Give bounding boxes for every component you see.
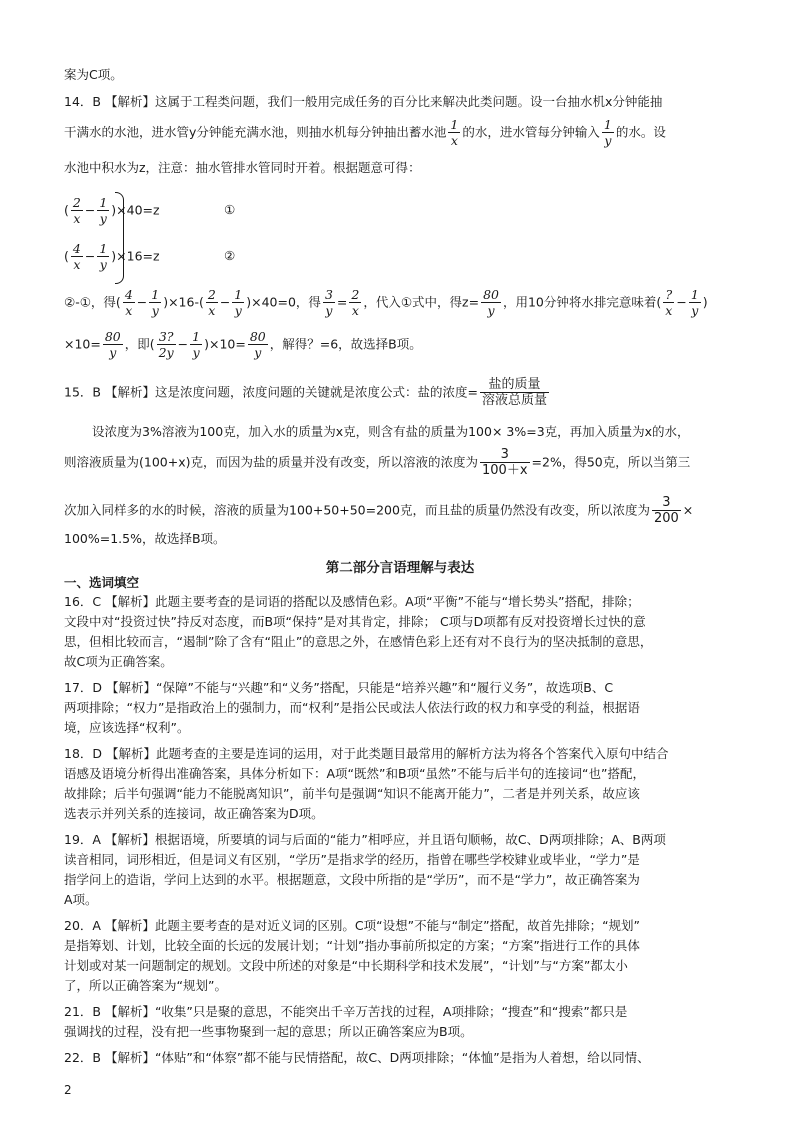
text-run: 的水，进水管每分钟输入	[462, 124, 600, 140]
q18-text-line: 语感及语境分析得出准确答案，具体分析如下：A项“既然”和B项“虽然”不能与后半句的连接词“也”搭配，	[64, 766, 645, 781]
q17-text-line: 境，应该选择“权利”。	[64, 720, 190, 735]
q16-text-line: 故C项为正确答案。	[64, 654, 173, 669]
q20-text-line: 20．A 【解析】此题主要考查的是对近义词的区别。C项“设想”不能与“制定”搭配，故首先排除；“规划”	[64, 918, 641, 933]
q14-math-line	[64, 114, 666, 150]
equation-tail: ×40=z	[116, 202, 160, 218]
fraction-80-y: $\frac{80}{y}$	[104, 329, 121, 360]
q19-text-line: 指学问上的造诣，学问上达到的水平。根据题意，文段中所指的是“学历”，而不是“学力”，故正确答案为	[64, 872, 640, 887]
fraction-4-x: $\frac{4}{x}$	[72, 241, 81, 272]
q19-text-line: 读音相同，词形相近，但是词义有区别，“学历”是指求学的经历，指曾在哪些学校肄业或毕业，“学力”是	[64, 852, 640, 867]
q17-text-line: 17．D 【解析】“保障”不能与“兴趣”和“义务”搭配，只能是“培养兴趣”和“履行义务”，故选项B、C	[64, 680, 614, 695]
equation-tail: ×16=z	[116, 248, 160, 264]
section-title: 第二部分言语理解与表达	[325, 560, 475, 576]
q14-derivation-line: ②-①，得( $\frac{4}{x}$ − $\frac{1}{y}$ )×16-( $\frac{2}{x}$ − $\frac{1}{y}$ )×40=0，得 $\frac{3}{y}$ = $\frac{2}{x}$ ，代入①式中，得z= $\frac{80}{y}$ ，用10分钟将水排完意味着( $\frac{?}{x}$ − $\frac{1}{y}$ )	[64, 287, 708, 318]
q18-text-line: 故排除；后半句强调“能力不能脱离知识”，前半句是强调“知识不能离开能力”，二者是并列关系，故应该	[64, 786, 640, 801]
equation-2-marker: ②	[224, 248, 236, 263]
q16-text-line: 思，但相比较而言，“遏制”除了含有“阻止”的意思之外，在感情色彩上还有对不良行为的坚决抵制的意思，	[64, 634, 653, 649]
fraction-1-y: $\frac{1}{y}$	[192, 329, 201, 360]
text-line: 案为C项。	[64, 67, 123, 82]
equation-1-marker: ①	[224, 202, 236, 217]
fraction-q-x: $\frac{?}{x}$	[665, 287, 673, 318]
q20-text-line: 了，所以正确答案为“规划”。	[64, 978, 227, 993]
fraction-1-x: $\frac{1}{x}$	[450, 117, 459, 148]
q15-concentration-line: 则溶液质量为(100+x)克，而因为盐的质量并没有改变，所以溶液的浓度为 $\frac{3}{100+x}$ =2%，得50克，所以当第三	[64, 447, 691, 478]
q20-text-line: 计划或对某一问题制定的规划。文段中所述的对象是“中长期科学和技术发展”，“计划”与“方案”都太小	[64, 958, 628, 973]
text-run: 的水。设	[615, 124, 666, 140]
fraction-salt-ratio: $\frac{\text{盐的质量}}{\text{溶液总质量}}$	[481, 377, 547, 408]
q14-solution-line: ×10= $\frac{80}{y}$ ，即( $\frac{3?}{2y}$ − $\frac{1}{y}$ )×10= $\frac{80}{y}$ ，解得？=6，故选择B项。	[64, 329, 422, 360]
q15-text-line: 设浓度为3%溶液为100克，加入水的质量为x克，则含有盐的质量为100× 3%=3克，再加入质量为x的水，	[92, 424, 690, 439]
fraction-3-y: $\frac{3}{y}$	[324, 287, 333, 318]
fraction-2-x: $\frac{2}{x}$	[207, 287, 216, 318]
q16-text-line: 文段中对“投资过快”持反对态度，而B项“保持”是对其肯定，排除； C项与D项都有反对投资增长过快的意	[64, 614, 646, 629]
equation-2: ( $\frac{4}{x}$ − $\frac{1}{y}$ )×16=z	[64, 241, 160, 272]
fraction-1-y: $\frac{1}{y}$	[690, 287, 699, 318]
q19-text-line: 19．A 【解析】根据语境，所要填的词与后面的“能力”相呼应，并且语句顺畅，故C、D两项排除；A、B两项	[64, 832, 666, 847]
q22-text-line: 22．B 【解析】“体贴”和“体察”都不能与民情搭配，故C、D两项排除；“体恤”是指为人着想，给以同情、	[64, 1050, 650, 1065]
fraction-1-y: $\frac{1}{y}$	[234, 287, 243, 318]
fraction-3q-2y: $\frac{3?}{2y}$	[158, 329, 174, 360]
equation-1: ( $\frac{2}{x}$ − $\frac{1}{y}$ )×40=z	[64, 195, 160, 226]
text-run: 干满水的水池，进水管y分钟能充满水池，则抽水机每分钟抽出蓄水池	[64, 124, 447, 140]
fraction-80-y: $\frac{80}{y}$	[483, 287, 499, 318]
q21-text-line: 21．B 【解析】“收集”只是聚的意思，不能突出千辛万苦找的过程，A项排除；“搜查”和“搜索”都只是	[64, 1004, 628, 1019]
page-number: 2	[64, 1083, 72, 1097]
q16-text-line: 16．C 【解析】此题主要考查的是词语的搭配以及感情色彩。A项“平衡”不能与“增长势头”搭配，排除；	[64, 594, 640, 609]
fraction-80-y: $\frac{80}{y}$	[249, 329, 266, 360]
system-brace	[115, 192, 124, 284]
fraction-3-200: $\frac{3}{200}$	[653, 495, 679, 526]
q21-text-line: 强调找的过程，没有把一些事物聚到一起的意思；所以正确答案应为B项。	[64, 1024, 473, 1039]
fraction-3-100x: $\frac{3}{100+x}$	[482, 447, 528, 478]
fraction-4-x: $\frac{4}{x}$	[124, 287, 133, 318]
q14-text-line: 水池中积水为z，注意：抽水管排水管同时开着。根据题意可得：	[64, 160, 421, 175]
q19-text-line: A项。	[64, 892, 98, 907]
q15-result-line: 次加入同样多的水的时候，溶液的质量为100+50+50=200克，而且盐的质量仍然没有改变，所以浓度为 $\frac{3}{200}$ ×	[64, 495, 694, 526]
subsection-heading: 一、选词填空	[64, 575, 140, 590]
fraction-2-x: $\frac{2}{x}$	[72, 195, 81, 226]
fraction-1-y: $\frac{1}{y}$	[99, 241, 108, 272]
q18-text-line: 选表示并列关系的连接词，故正确答案为D项。	[64, 806, 324, 821]
fraction-2-x: $\frac{2}{x}$	[351, 287, 360, 318]
q18-text-line: 18．D 【解析】此题考查的主要是连词的运用，对于此类题目最常用的解析方法为将各个答案代入原句中结合	[64, 746, 669, 761]
fraction-1-y: $\frac{1}{y}$	[603, 117, 612, 148]
q20-text-line: 是指筹划、计划，比较全面的长远的发展计划；“计划”指办事前所拟定的方案；“方案”指进行工作的具体	[64, 938, 640, 953]
q17-text-line: 两项排除；“权力”是指政治上的强制力，而“权利”是指公民或法人依法行政的权力和享受的利益，根据语	[64, 700, 640, 715]
q14-text-line: 14．B 【解析】这属于工程类问题，我们一般用完成任务的百分比来解决此类问题。设一台抽水机x分钟能抽	[64, 94, 663, 109]
fraction-1-y: $\frac{1}{y}$	[99, 195, 108, 226]
q15-text-line: 100%=1.5%，故选择B项。	[64, 531, 226, 546]
fraction-1-y: $\frac{1}{y}$	[151, 287, 160, 318]
q15-formula-line: 15．B 【解析】这是浓度问题，浓度问题的关键就是浓度公式：盐的浓度= $\frac{\text{盐的质量}}{\text{溶液总质量}}$	[64, 377, 547, 408]
